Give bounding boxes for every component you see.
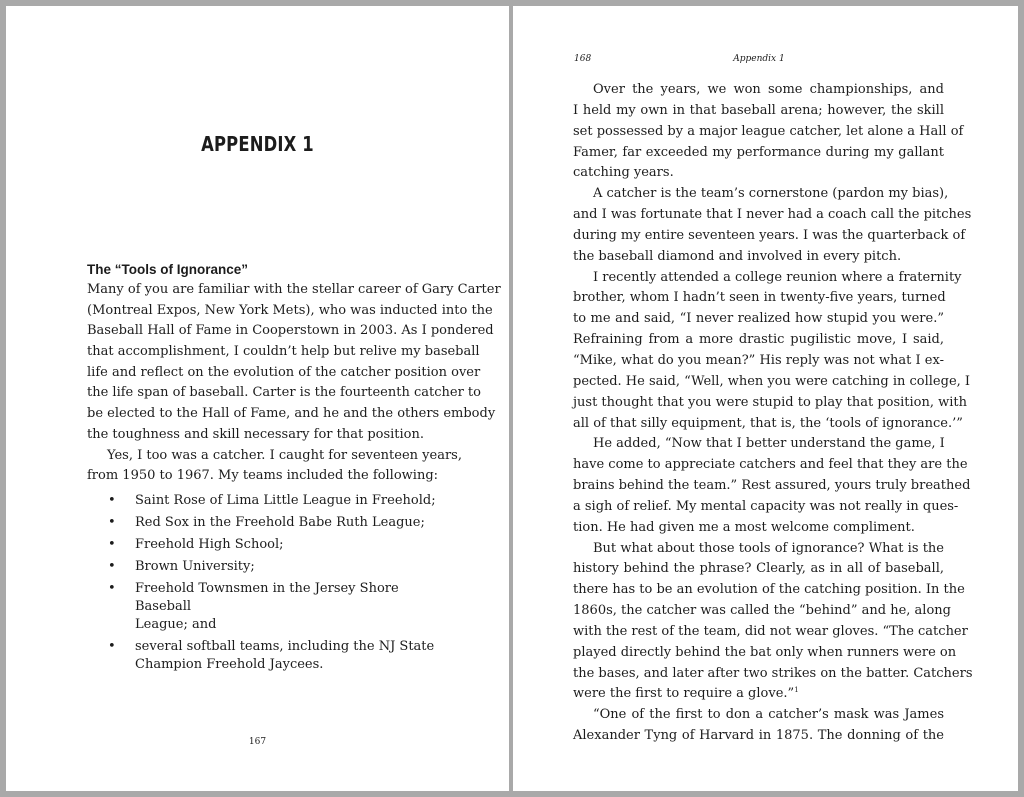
- body-line: brains behind the team.” Rest assured, yours truly breathed: [573, 478, 971, 494]
- body-line: pected. He said, “Well, when you were catching in college, I: [573, 373, 971, 389]
- body-line: the bases, and later after two strikes on the batter. Catchers: [573, 665, 973, 681]
- body-line: Over the years, we won some championships, and: [593, 82, 944, 97]
- body-line: just thought that you were stupid to play that position, with: [573, 394, 968, 410]
- body-line: with the rest of the team, did not wear gloves. “The catcher: [573, 623, 968, 639]
- body-line: Alexander Tyng of Harvard in 1875. The donning of the: [573, 728, 944, 744]
- teams-list: [108, 492, 448, 678]
- body-line: history behind the phrase? Clearly, as in all of baseball,: [573, 561, 944, 577]
- list-item-text: [135, 638, 448, 674]
- body-line: from 1950 to 1967. My teams included the following:: [87, 468, 439, 484]
- body-line: But what about those tools of ignorance? What is the: [593, 540, 944, 556]
- body-line: a sigh of relief. My mental capacity was not really in ques-: [573, 498, 959, 514]
- body-line: Yes, I too was a catcher. I caught for seventeen years,: [107, 447, 462, 463]
- body-line: 1860s, the catcher was called the “behind” and he, along: [573, 603, 951, 619]
- list-item: [108, 558, 448, 576]
- body-line: A catcher is the team’s cornerstone (pardon my bias),: [593, 186, 949, 202]
- body-line: brother, whom I hadn’t seen in twenty-five years, turned: [573, 290, 946, 306]
- bullet-marker: •: [108, 581, 116, 596]
- body-line: [573, 684, 944, 705]
- body-line: tion. He had given me a most welcome compliment.: [573, 519, 915, 535]
- list-item-text: [135, 514, 448, 532]
- list-item-text: [135, 492, 448, 510]
- bullet-marker: •: [108, 537, 116, 552]
- page-number: 168: [574, 54, 592, 64]
- left-body-text: [87, 280, 501, 487]
- body-line: Refraining from a more drastic pugilistic move, I said,: [573, 332, 944, 348]
- body-line: the life span of baseball. Carter is the fourteenth catcher to: [87, 385, 481, 401]
- body-line: set possessed by a major league catcher, let alone a Hall of: [573, 123, 964, 139]
- book-spread: [6, 6, 1018, 791]
- body-line: “One of the first to don a catcher’s mask was James: [593, 707, 944, 723]
- list-item-text: [135, 536, 448, 554]
- body-line: all of that silly equipment, that is, the ‘tools of ignorance.’”: [573, 415, 963, 431]
- left-page: [6, 6, 509, 791]
- body-line: and I was fortunate that I never had a coach call the pitches: [573, 207, 972, 223]
- list-item-line: Saint Rose of Lima Little League in Freehold;: [135, 493, 436, 508]
- body-line: (Montreal Expos, New York Mets), who was inducted into the: [87, 302, 493, 318]
- body-line: be elected to the Hall of Fame, and he and the others embody: [87, 406, 496, 422]
- bullet-marker: •: [108, 493, 116, 508]
- list-item-line: Champion Freehold Jaycees.: [135, 657, 324, 672]
- list-item: [108, 492, 448, 510]
- body-line: I recently attended a college reunion where a fraternity: [593, 269, 962, 285]
- body-line: catching years.: [573, 165, 674, 181]
- list-item-line: Freehold High School;: [135, 537, 284, 552]
- body-line: during my entire seventeen years. I was the quarterback of: [573, 227, 966, 243]
- right-page: [513, 6, 1018, 791]
- body-line: the baseball diamond and involved in every pitch.: [573, 248, 902, 264]
- list-item: [108, 580, 448, 634]
- footnote-marker: 1: [794, 686, 799, 695]
- bullet-marker: •: [108, 559, 116, 574]
- list-item-line: Red Sox in the Freehold Babe Ruth League;: [135, 515, 425, 530]
- bullet-marker: •: [108, 515, 116, 530]
- body-line: “Mike, what do you mean?” His reply was not what I ex-: [573, 352, 944, 368]
- body-line: I held my own in that baseball arena; however, the skill: [573, 102, 944, 118]
- list-item: [108, 638, 448, 674]
- body-line: He added, “Now that I better understand the game, I: [593, 436, 945, 452]
- body-line: that accomplishment, I couldn’t help but relive my baseball: [87, 344, 480, 360]
- body-line-text: were the first to require a glove.”: [573, 686, 795, 702]
- list-item-line: League; and: [135, 617, 217, 632]
- list-item: [108, 514, 448, 532]
- list-item-line: Freehold Townsmen in the Jersey Shore Baseball: [135, 581, 399, 614]
- body-line: played directly behind the bat only when runners were on: [573, 644, 957, 660]
- body-line: there has to be an evolution of the catching position. In the: [573, 582, 965, 598]
- list-item-line: several softball teams, including the NJ State: [135, 639, 435, 654]
- body-line: life and reflect on the evolution of the catcher position over: [87, 364, 481, 380]
- bullet-marker: •: [108, 639, 116, 654]
- body-line: Many of you are familiar with the stellar career of Gary Carter: [87, 282, 501, 297]
- list-item-line: Brown University;: [135, 559, 255, 574]
- body-line: have come to appreciate catchers and feel that they are the: [573, 457, 968, 473]
- right-body-text: [573, 80, 973, 747]
- list-item-text: [135, 580, 448, 634]
- body-line: Famer, far exceeded my performance during my gallant: [573, 144, 944, 160]
- list-item-text: [135, 558, 448, 576]
- list-item: [108, 536, 448, 554]
- appendix-title: APPENDIX 1: [201, 132, 314, 156]
- section-heading: The “Tools of Ignorance”: [87, 262, 249, 277]
- body-line: to me and said, “I never realized how stupid you were.”: [573, 311, 944, 327]
- body-line: Baseball Hall of Fame in Cooperstown in 2003. As I pondered: [87, 323, 494, 339]
- body-line: the toughness and skill necessary for that position.: [87, 426, 425, 442]
- running-title: Appendix 1: [733, 54, 785, 64]
- page-number: 167: [248, 737, 267, 747]
